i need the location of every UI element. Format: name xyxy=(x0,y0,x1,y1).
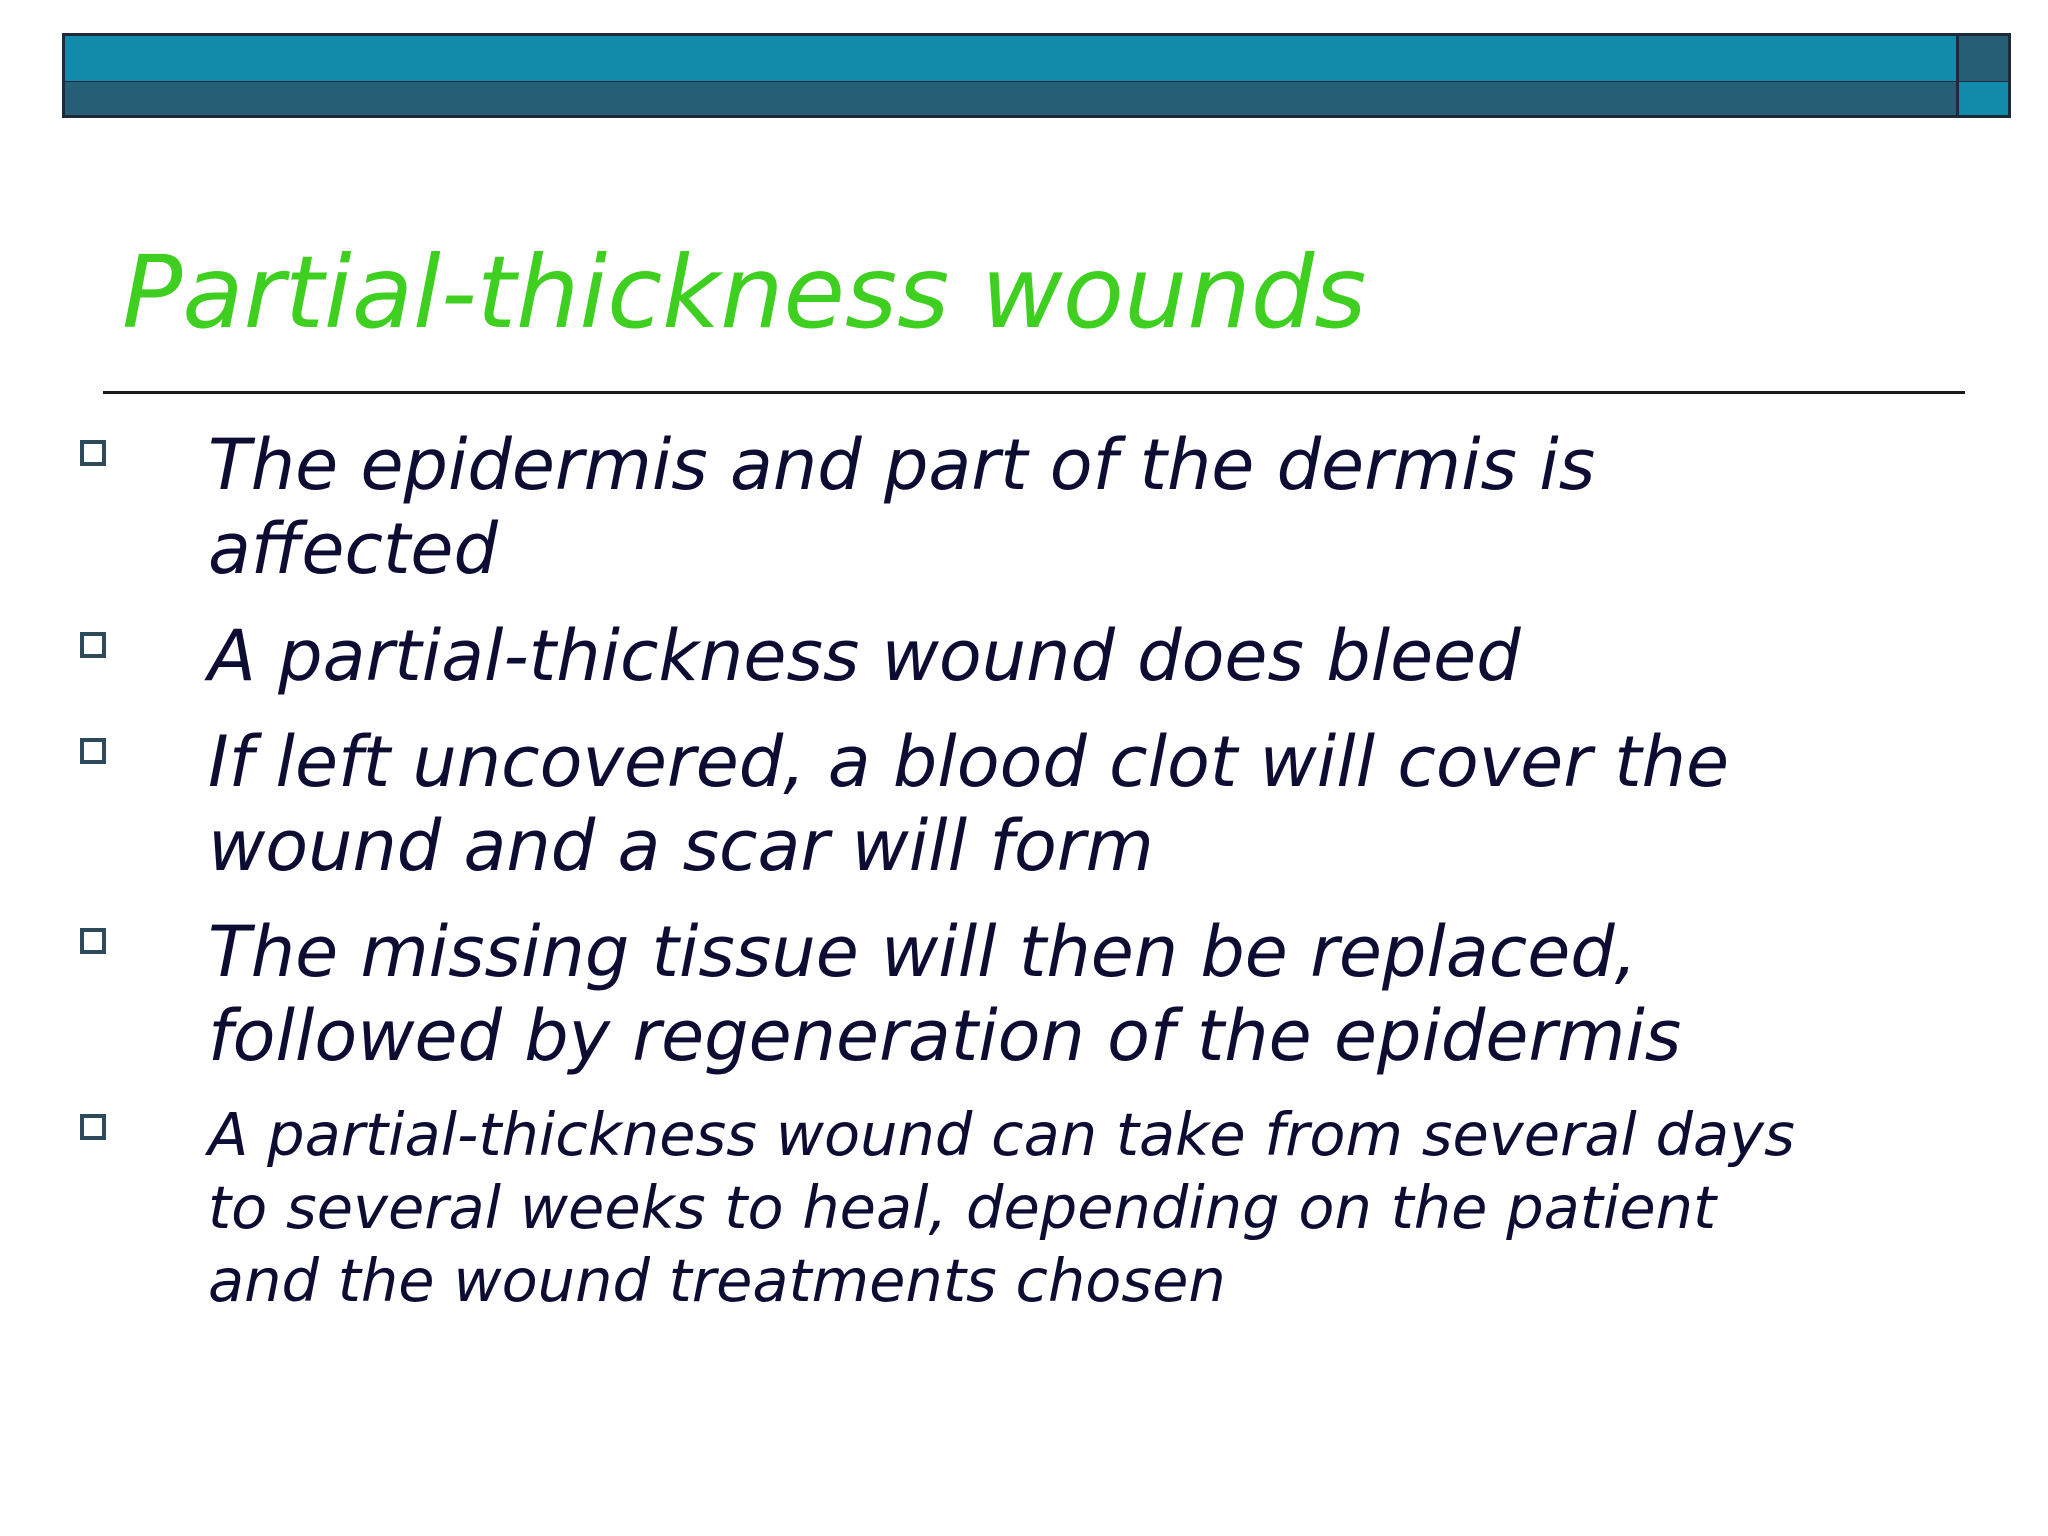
square-bullet-icon xyxy=(80,738,106,764)
bullet-line: The epidermis and part of the dermis is xyxy=(208,424,1596,506)
bullet-text xyxy=(208,423,1998,591)
bullet-line: followed by regeneration of the epidermis xyxy=(208,995,1682,1077)
bullet-line: and the wound treatments chosen xyxy=(208,1246,1226,1315)
bullet-line: to several weeks to heal, depending on the patient xyxy=(208,1173,1717,1242)
square-bullet-icon xyxy=(80,632,106,658)
bullet-text xyxy=(208,720,1998,888)
header-bar-top xyxy=(62,33,1959,84)
bullet-line: A partial-thickness wound can take from several days xyxy=(208,1100,1795,1169)
bullet-text xyxy=(208,614,1998,698)
bullet-text xyxy=(208,910,1998,1078)
bullet-text xyxy=(208,1098,1998,1317)
square-bullet-icon xyxy=(80,928,106,954)
bullet-line: The missing tissue will then be replaced, xyxy=(208,911,1637,993)
bullet-line: A partial-thickness wound does bleed xyxy=(208,615,1521,697)
bullet-line: wound and a scar will form xyxy=(208,805,1154,887)
slide-title: Partial-thickness wounds xyxy=(122,234,1367,351)
bullet-line: affected xyxy=(208,508,498,590)
bullet-line: If left uncovered, a blood clot will cover the xyxy=(208,721,1730,803)
title-divider xyxy=(103,391,1965,394)
square-bullet-icon xyxy=(80,440,106,466)
header-corner-top xyxy=(1956,33,2011,84)
square-bullet-icon xyxy=(80,1114,106,1140)
header-bar-bottom xyxy=(62,82,1959,118)
header-corner-bottom xyxy=(1956,82,2011,118)
